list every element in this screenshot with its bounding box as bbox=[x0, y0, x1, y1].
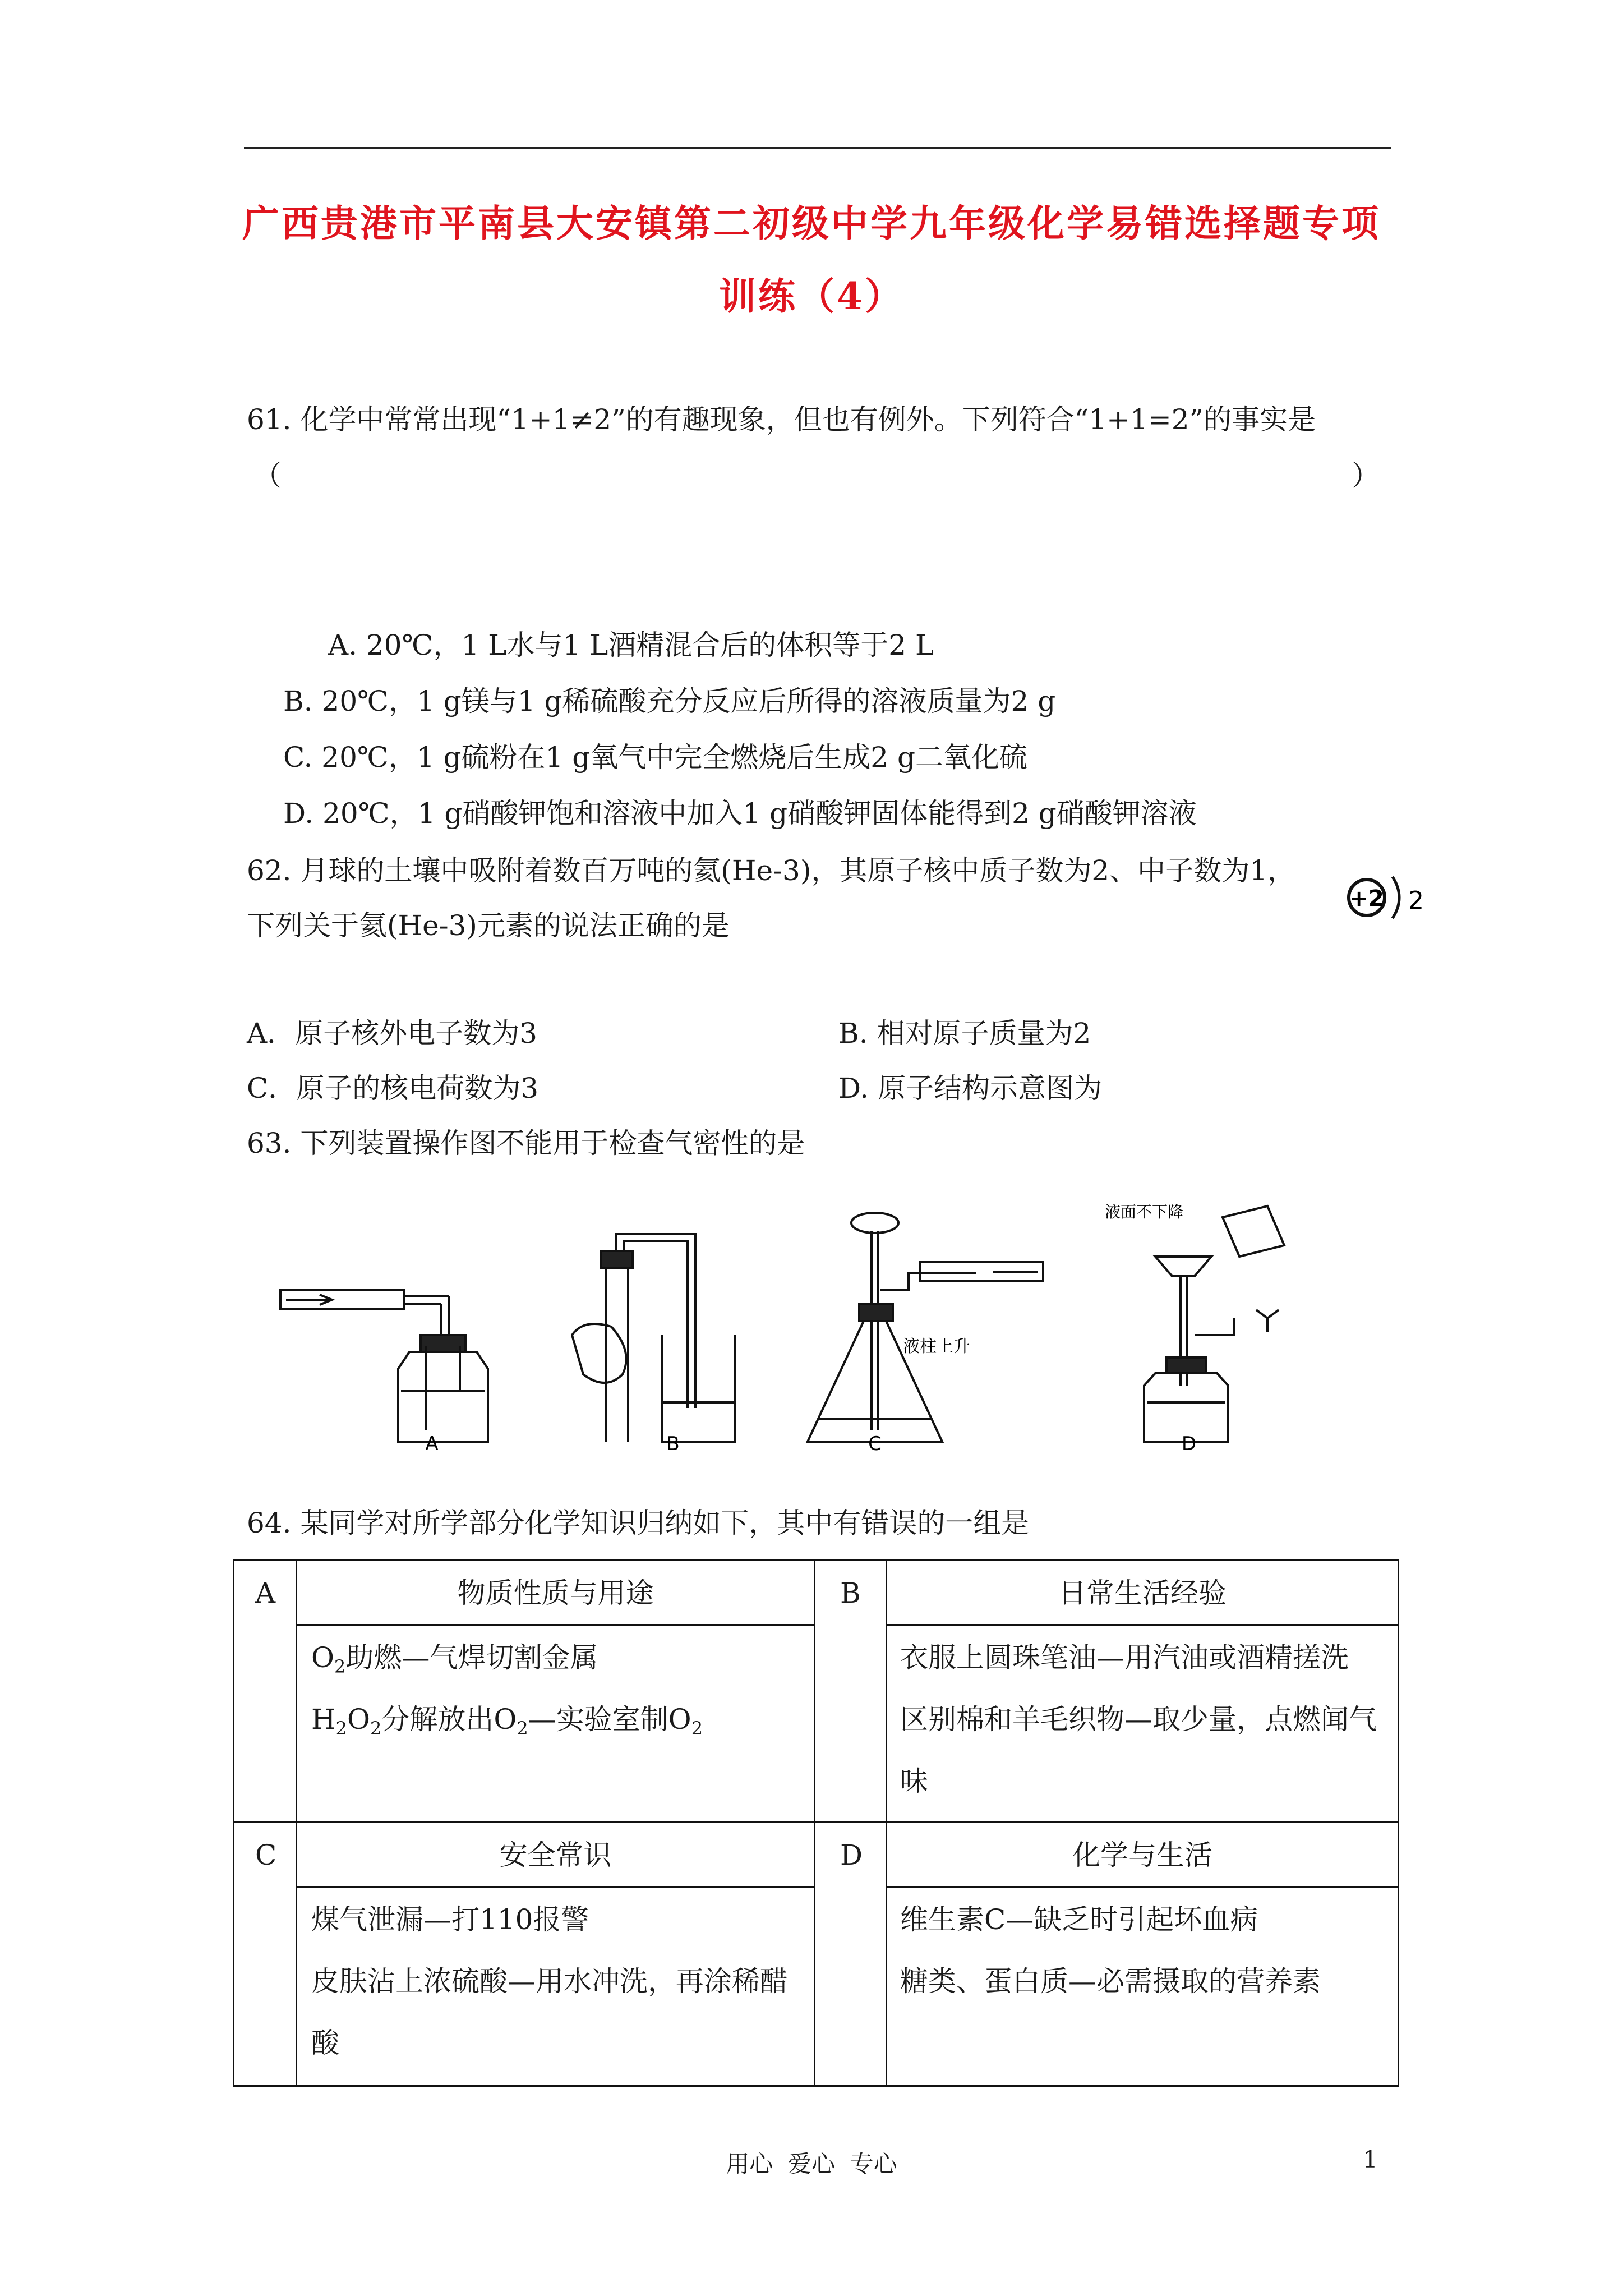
page-title-line2: 训练（4） bbox=[719, 274, 904, 318]
q61-stem: 61. 化学中常常出现“1+1≠2”的有趣现象，但也有例外。下列符合“1+1=2”的事实是 bbox=[247, 403, 1316, 436]
apparatus-label-b: B bbox=[666, 1433, 680, 1455]
q64-stem: 64. 某同学对所学部分化学知识归纳如下，其中有错误的一组是 bbox=[247, 1507, 1030, 1539]
q61-option-a: A. 20℃，1 L水与1 L酒精混合后的体积等于2 L bbox=[328, 629, 934, 661]
electron-shell-count: 2 bbox=[1408, 886, 1424, 915]
apparatus-a-syringe-bottle bbox=[280, 1290, 488, 1442]
group-c-line3: 酸 bbox=[311, 2027, 339, 2059]
group-c-letter: C bbox=[255, 1839, 277, 1871]
group-b-line1: 衣服上圆珠笔油—用汽油或酒精搓洗 bbox=[900, 1641, 1349, 1674]
annotation-c: 液柱上升 bbox=[903, 1337, 970, 1356]
q61-close-paren: ） bbox=[1352, 459, 1380, 492]
apparatus-b-test-tube-beaker bbox=[572, 1234, 735, 1442]
group-c-line2: 皮肤沾上浓硫酸—用水冲洗，再涂稀醋 bbox=[311, 1965, 788, 1998]
apparatus-d-funnel-bottle bbox=[1144, 1206, 1284, 1442]
q62-stem-line2: 下列关于氦(He-3)元素的说法正确的是 bbox=[247, 909, 730, 942]
helium-atom-structure-diagram bbox=[1343, 867, 1422, 928]
q61-option-b: B. 20℃，1 g镁与1 g稀硫酸充分反应后所得的溶液质量为2 g bbox=[283, 685, 1056, 717]
group-d-letter: D bbox=[840, 1839, 863, 1871]
header-rule bbox=[244, 147, 1391, 149]
group-b-letter: B bbox=[840, 1577, 861, 1609]
group-d-line1: 维生素C—缺乏时引起坏血病 bbox=[900, 1903, 1258, 1936]
apparatus-c-flask-syringe bbox=[808, 1213, 1043, 1442]
group-a-line2: $H_2O_2$分解放出$O_2—$实验室制$O_2$ bbox=[311, 1703, 703, 1739]
annotation-d: 液面不下降 bbox=[1105, 1203, 1184, 1221]
q61-option-c: C. 20℃，1 g硫粉在1 g氧气中完全燃烧后生成2 g二氧化硫 bbox=[283, 741, 1027, 774]
apparatus-label-a: A bbox=[425, 1433, 439, 1455]
q63-stem: 63. 下列装置操作图不能用于检查气密性的是 bbox=[247, 1127, 805, 1159]
group-d-header: 化学与生活 bbox=[1072, 1839, 1212, 1871]
group-d-line2: 糖类、蛋白质—必需摄取的营养素 bbox=[900, 1965, 1321, 1998]
apparatus-label-d: D bbox=[1181, 1433, 1197, 1455]
group-b-header: 日常生活经验 bbox=[1058, 1577, 1227, 1609]
q62-option-d: D. 原子结构示意图为 bbox=[838, 1072, 1103, 1105]
q62-option-c: C．原子的核电荷数为3 bbox=[247, 1072, 539, 1105]
nucleus-charge-label: +2 bbox=[1349, 886, 1384, 912]
q61-option-d: D. 20℃，1 g硝酸钾饱和溶液中加入1 g硝酸钾固体能得到2 g硝酸钾溶液 bbox=[283, 797, 1197, 830]
group-b-line3: 味 bbox=[900, 1765, 928, 1797]
footer-motto: 用心 爱心 专心 bbox=[726, 2150, 897, 2178]
page-number: 1 bbox=[1363, 2146, 1378, 2173]
q61-open-paren: （ bbox=[253, 459, 282, 492]
group-a-header: 物质性质与用途 bbox=[457, 1577, 654, 1609]
q62-option-a: A．原子核外电子数为3 bbox=[247, 1017, 537, 1050]
group-c-line1: 煤气泄漏—打110报警 bbox=[311, 1903, 589, 1936]
group-a-line1: $O_2$助燃—气焊切割金属 bbox=[311, 1641, 598, 1677]
q62-option-b: B. 相对原子质量为2 bbox=[838, 1017, 1091, 1050]
page-title-line1: 广西贵港市平南县大安镇第二初级中学九年级化学易错选择题专项 bbox=[242, 201, 1381, 245]
group-c-header: 安全常识 bbox=[499, 1839, 612, 1871]
group-a-letter: A bbox=[255, 1577, 276, 1609]
group-b-line2: 区别棉和羊毛织物—取少量，点燃闻气 bbox=[900, 1703, 1377, 1736]
apparatus-label-c: C bbox=[868, 1433, 882, 1455]
q63-apparatus-figure bbox=[269, 1203, 1363, 1455]
q62-stem-line1: 62. 月球的土壤中吸附着数百万吨的氦(He-3)，其原子核中质子数为2、中子数为1， bbox=[247, 854, 1295, 887]
